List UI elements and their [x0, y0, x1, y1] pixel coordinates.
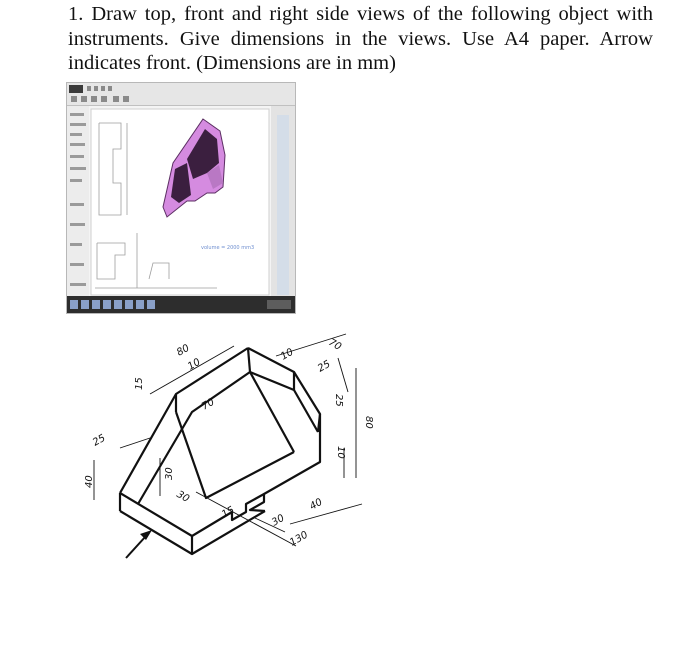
dim-25-b: 25	[333, 394, 344, 407]
dim-80-right: 80	[363, 416, 374, 429]
isometric-drawing	[80, 328, 400, 568]
dim-15-a: 15	[134, 377, 145, 390]
dim-70-top: 70	[326, 337, 344, 353]
dim-15-b: 15	[220, 504, 237, 521]
windows-taskbar	[67, 296, 295, 313]
cad-screenshot	[66, 82, 296, 314]
taskbar-clock	[267, 300, 291, 309]
dim-10-right: 10	[335, 446, 346, 459]
dim-25-a: 25	[316, 358, 333, 375]
dim-25-left: 25	[91, 432, 108, 449]
dim-10-a: 10	[186, 356, 203, 373]
dim-70-inner: 70	[200, 396, 217, 413]
question-text	[68, 2, 653, 76]
app-logo-icon	[69, 85, 83, 93]
question-number: 1.	[68, 3, 84, 25]
dim-130: 130	[288, 529, 311, 549]
object-outline	[120, 348, 320, 554]
dim-30-b: 30	[270, 512, 287, 529]
cad-screenshot-graphic	[67, 83, 295, 313]
dim-30-vert: 30	[164, 467, 175, 480]
scrollbar	[277, 115, 289, 295]
dim-30-a: 30	[174, 489, 192, 505]
front-arrow-icon	[126, 530, 152, 558]
dim-80-top: 80	[175, 342, 192, 359]
volume-status-text: volume = 2000 mm3	[201, 245, 255, 251]
question-body: Draw top, front and right side views of the following object with instruments. Give dimensions in the views. Use A4 paper. Arrow indicates front. (Dimensions are in mm)	[68, 3, 653, 74]
dim-40-bottom: 40	[308, 496, 325, 513]
dim-10-b: 10	[279, 346, 296, 363]
dim-40-left: 40	[84, 475, 95, 488]
